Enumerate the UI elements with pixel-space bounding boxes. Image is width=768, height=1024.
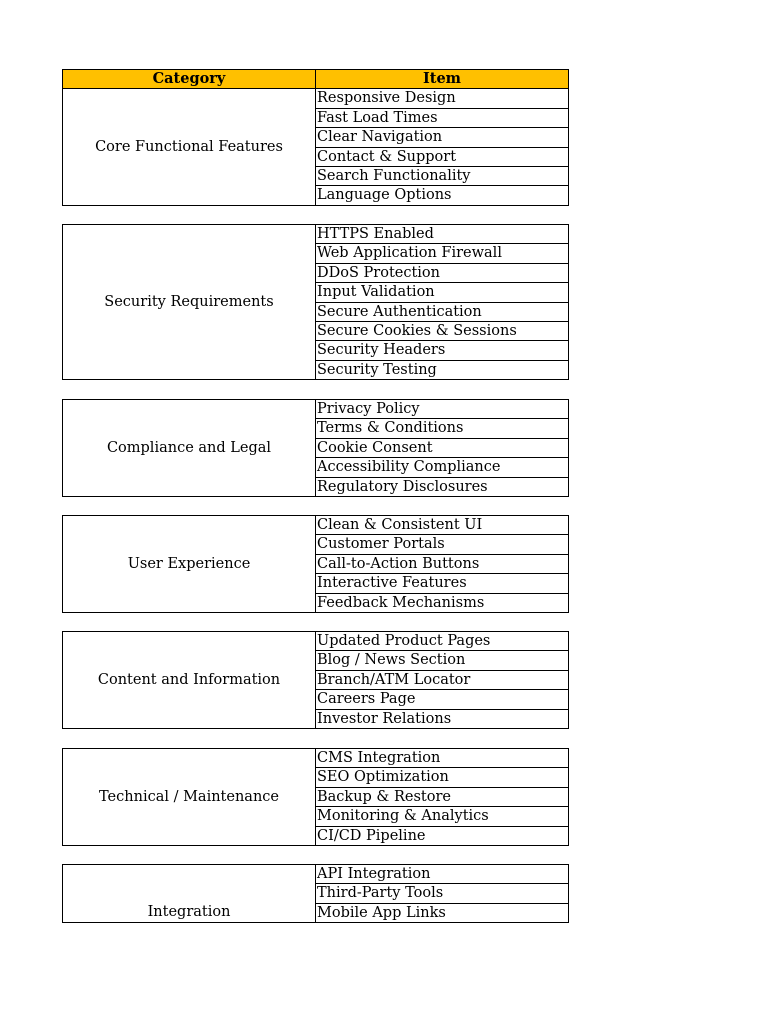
category-cell: Content and Information: [63, 632, 316, 729]
table-row: [63, 632, 569, 651]
item-cell: Accessibility Compliance: [316, 458, 569, 477]
table-integration: [62, 864, 569, 923]
item-cell: Blog / News Section: [316, 651, 569, 670]
item-cell: Language Options: [316, 186, 569, 205]
item-cell: CMS Integration: [316, 749, 569, 768]
item-cell: Updated Product Pages: [316, 632, 569, 651]
item-cell: Security Headers: [316, 341, 569, 360]
item-cell: Careers Page: [316, 690, 569, 709]
table-compliance-and-legal: [62, 399, 569, 497]
category-cell: Security Requirements: [63, 225, 316, 380]
item-cell: HTTPS Enabled: [316, 225, 569, 244]
item-cell: Backup & Restore: [316, 787, 569, 806]
item-cell: Clear Navigation: [316, 128, 569, 147]
item-cell: Regulatory Disclosures: [316, 477, 569, 496]
item-cell: Web Application Firewall: [316, 244, 569, 263]
item-cell: Cookie Consent: [316, 438, 569, 457]
table-row: [63, 865, 569, 884]
table-content-and-information: [62, 631, 569, 729]
item-cell: Responsive Design: [316, 89, 569, 108]
item-cell: Customer Portals: [316, 535, 569, 554]
item-cell: Clean & Consistent UI: [316, 516, 569, 535]
item-cell: Monitoring & Analytics: [316, 807, 569, 826]
category-cell: User Experience: [63, 516, 316, 613]
table-row: [63, 749, 569, 768]
header-category: Category: [63, 70, 316, 89]
item-cell: Interactive Features: [316, 574, 569, 593]
item-cell: Secure Authentication: [316, 302, 569, 321]
table-security-requirements: [62, 224, 569, 380]
item-cell: Branch/ATM Locator: [316, 670, 569, 689]
category-cell: Integration: [63, 865, 316, 923]
item-cell: Third-Party Tools: [316, 884, 569, 903]
item-cell: Mobile App Links: [316, 903, 569, 922]
header-row: [63, 70, 569, 89]
table-user-experience: [62, 515, 569, 613]
item-cell: Secure Cookies & Sessions: [316, 322, 569, 341]
item-cell: Input Validation: [316, 283, 569, 302]
table-technical-maintenance: [62, 748, 569, 846]
item-cell: Call-to-Action Buttons: [316, 554, 569, 573]
item-cell: Privacy Policy: [316, 400, 569, 419]
header-item: Item: [316, 70, 569, 89]
table-row: [63, 516, 569, 535]
item-cell: CI/CD Pipeline: [316, 826, 569, 845]
item-cell: DDoS Protection: [316, 263, 569, 282]
item-cell: Security Testing: [316, 360, 569, 379]
category-cell: Core Functional Features: [63, 89, 316, 205]
category-cell: Compliance and Legal: [63, 400, 316, 497]
item-cell: API Integration: [316, 865, 569, 884]
table-row: [63, 89, 569, 108]
item-cell: Investor Relations: [316, 709, 569, 728]
item-cell: Fast Load Times: [316, 108, 569, 127]
item-cell: Terms & Conditions: [316, 419, 569, 438]
item-cell: SEO Optimization: [316, 768, 569, 787]
table-core-functional-features: [62, 69, 569, 206]
item-cell: Feedback Mechanisms: [316, 593, 569, 612]
table-row: [63, 225, 569, 244]
item-cell: Search Functionality: [316, 167, 569, 186]
item-cell: Contact & Support: [316, 147, 569, 166]
table-row: [63, 400, 569, 419]
category-cell: Technical / Maintenance: [63, 749, 316, 846]
